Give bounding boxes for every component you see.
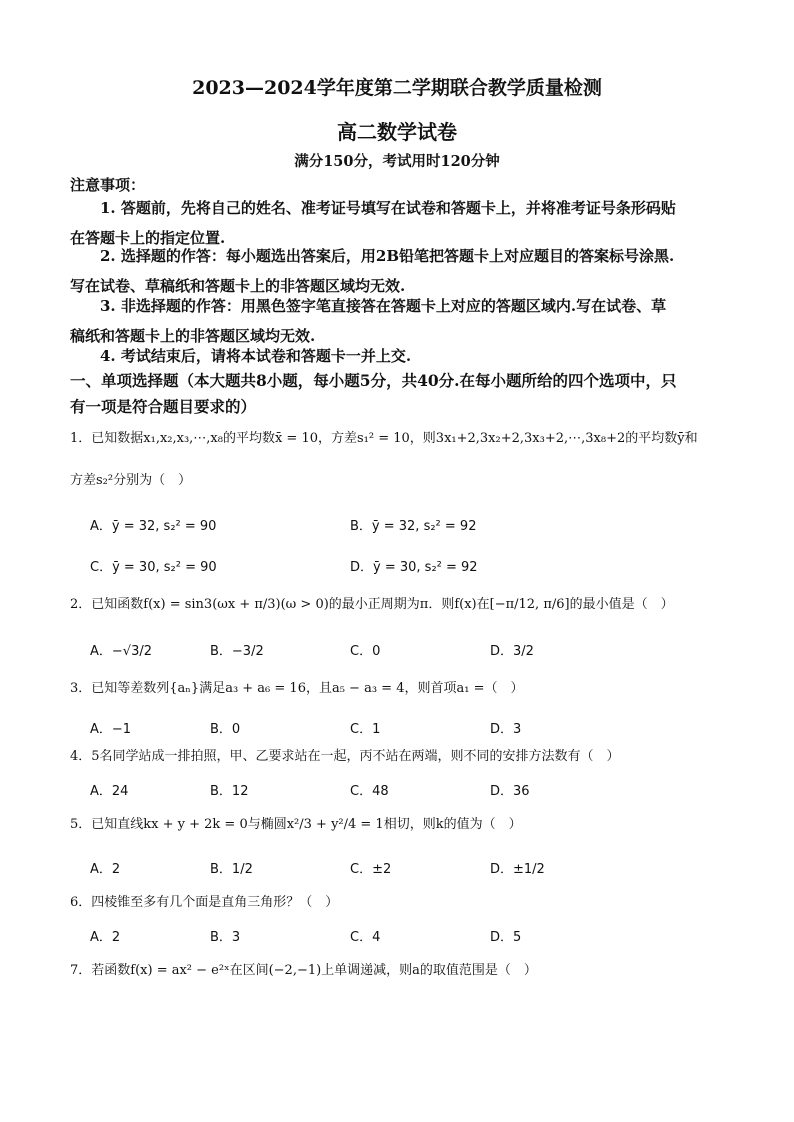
note-line: 4. 考试结束后，请将本试卷和答题卡一并上交.	[100, 347, 412, 365]
note-line: 在答题卡上的指定位置.	[70, 229, 226, 247]
section-heading-line1: 一、单项选择题（本大题共8小题，每小题5分，共40分.在每小题所给的四个选项中，只	[70, 371, 677, 390]
exam-title: 2023—2024学年度第二学期联合教学质量检测	[192, 77, 602, 99]
question-2-options	[90, 640, 730, 670]
option-b: B．ȳ = 32, s₂² = 92	[350, 519, 477, 534]
option-d: D．3	[490, 722, 522, 737]
exam-info: 满分150分，考试用时120分钟	[294, 153, 500, 170]
question-5-stem: 5．已知直线kx + y + 2k = 0与椭圆x²/3 + y²/4 = 1相切，则k的值为（ ）	[70, 817, 522, 832]
option-c: C．48	[350, 784, 389, 799]
question-1-stem-cont: 方差s₂²分别为（ ）	[70, 473, 192, 488]
option-c: C．ȳ = 30, s₂² = 90	[90, 560, 217, 575]
notes-heading: 注意事项：	[70, 176, 146, 194]
option-a: A．2	[90, 930, 121, 945]
option-b: B．1/2	[210, 862, 253, 877]
question-5-options	[90, 858, 730, 888]
option-a: A．2	[90, 862, 121, 877]
section-heading-line2: 有一项是符合题目要求的）	[70, 397, 257, 416]
question-7-stem: 7．若函数f(x) = ax² − e²ˣ在区间(−2,−1)上单调递减，则a的取值范围是（ ）	[70, 963, 537, 978]
option-a: A．−1	[90, 722, 132, 737]
question-2-stem: 2．已知函数f(x) = sin3(ωx + π/3)(ω > 0)的最小正周期为π．则f(x)在[−π/12, π/6]的最小值是（ ）	[70, 597, 674, 612]
option-b: B．12	[210, 784, 249, 799]
question-1-stem: 1．已知数据x₁,x₂,x₃,⋯,x₈的平均数x̄ = 10，方差s₁² = 10，则3x₁+2,3x₂+2,3x₃+2,⋯,3x₈+2的平均数ȳ和	[70, 431, 698, 446]
exam-subtitle: 高二数学试卷	[337, 120, 457, 144]
question-3-stem: 3．已知等差数列{aₙ}满足a₃ + a₆ = 16，且a₅ − a₃ = 4，则首项a₁ =（ ）	[70, 681, 524, 696]
option-b: B．−3/2	[210, 644, 264, 659]
option-d: D．36	[490, 784, 530, 799]
option-a: A．−√3/2	[90, 644, 152, 659]
question-6-options	[90, 926, 730, 956]
option-c: C．1	[350, 722, 381, 737]
question-4-options	[90, 780, 730, 810]
option-d: D．ȳ = 30, s₂² = 92	[350, 560, 478, 575]
option-b: B．0	[210, 722, 241, 737]
note-line: 3. 非选择题的作答：用黑色签字笔直接答在答题卡上对应的答题区域内.写在试卷、草	[100, 297, 667, 315]
option-b: B．3	[210, 930, 241, 945]
question-4-stem: 4．5名同学站成一排拍照，甲、乙要求站在一起，丙不站在两端，则不同的安排方法数有（ ）	[70, 749, 620, 764]
option-d: D．3/2	[490, 644, 534, 659]
option-a: A．ȳ = 32, s₂² = 90	[90, 519, 217, 534]
note-line: 写在试卷、草稿纸和答题卡上的非答题区域均无效.	[70, 277, 406, 295]
question-1-options	[90, 515, 730, 545]
note-line: 稿纸和答题卡上的非答题区域均无效.	[70, 327, 316, 345]
option-c: C．0	[350, 644, 381, 659]
question-6-stem: 6．四棱锥至多有几个面是直角三角形？（ ）	[70, 895, 339, 910]
note-line: 1. 答题前，先将自己的姓名、准考证号填写在试卷和答题卡上，并将准考证号条形码贴	[100, 199, 676, 217]
question-1-options	[90, 556, 730, 586]
option-d: D．±1/2	[490, 862, 545, 877]
note-line: 2. 选择题的作答：每小题选出答案后，用2B铅笔把答题卡上对应题目的答案标号涂黑.	[100, 247, 675, 265]
option-c: C．4	[350, 930, 381, 945]
question-3-options	[90, 718, 730, 748]
option-d: D．5	[490, 930, 522, 945]
option-a: A．24	[90, 784, 129, 799]
option-c: C．±2	[350, 862, 392, 877]
